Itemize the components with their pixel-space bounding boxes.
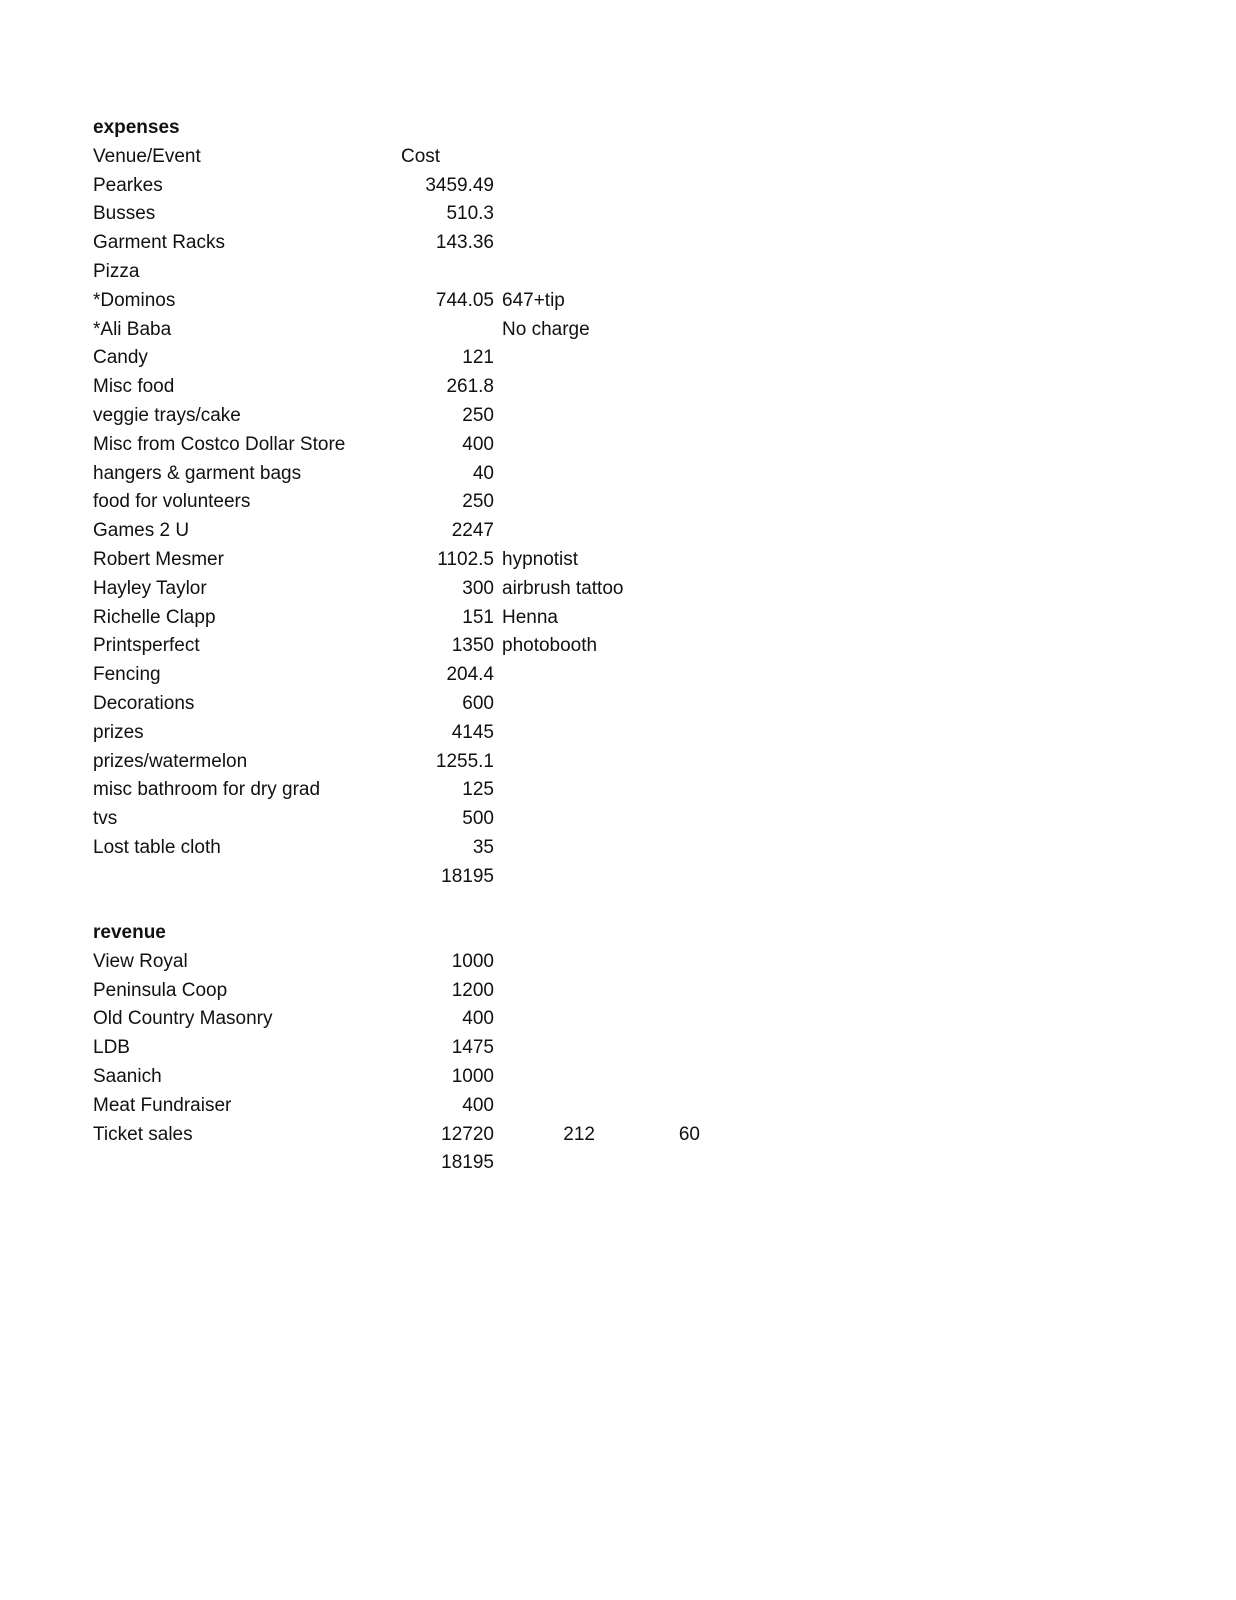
expense-label: Candy [93, 347, 148, 369]
revenue-extra-value: 212 [563, 1123, 595, 1145]
expense-note: airbrush tattoo [502, 577, 624, 599]
expense-label: food for volunteers [93, 491, 251, 513]
revenue-label: Meat Fundraiser [93, 1094, 232, 1116]
expense-row [0, 748, 1236, 777]
expense-row [0, 200, 1236, 229]
revenue-amount: 400 [462, 1094, 494, 1116]
expense-row [0, 402, 1236, 431]
expense-amount: 121 [462, 347, 494, 369]
revenue-row [0, 1063, 1236, 1092]
expense-label: Busses [93, 203, 156, 225]
expense-row [0, 287, 1236, 316]
revenue-title-row [0, 919, 1236, 948]
expense-label: tvs [93, 808, 118, 830]
expense-note: No charge [502, 318, 590, 340]
revenue-label: Peninsula Coop [93, 979, 228, 1001]
expense-amount: 2247 [451, 520, 494, 542]
expenses-total: 18195 [441, 865, 494, 887]
expense-note: hypnotist [502, 548, 579, 570]
expense-amount: 1102.5 [437, 548, 494, 570]
expense-row [0, 373, 1236, 402]
expenses-header-row [0, 143, 1236, 172]
expense-row [0, 229, 1236, 258]
expense-label: veggie trays/cake [93, 404, 241, 426]
revenue-title: revenue [93, 922, 166, 943]
revenue-extra-value: 60 [678, 1123, 700, 1145]
expense-label: Fencing [93, 664, 161, 686]
expense-amount: 1255.1 [435, 750, 494, 772]
expense-label: Decorations [93, 692, 195, 714]
expense-row [0, 316, 1236, 345]
expenses-header-label: Venue/Event [93, 145, 201, 167]
expense-row [0, 805, 1236, 834]
revenue-amount: 12720 [441, 1123, 494, 1145]
expense-amount: 510.3 [446, 203, 494, 225]
expense-row [0, 604, 1236, 633]
expense-row [0, 172, 1236, 201]
expenses-total-row [0, 863, 1236, 892]
expense-amount: 143.36 [435, 232, 494, 254]
expense-label: hangers & garment bags [93, 462, 302, 484]
expense-label: Printsperfect [93, 635, 200, 657]
expense-label: Misc from Costco Dollar Store [93, 433, 346, 455]
expense-amount: 125 [462, 779, 494, 801]
expense-label: Games 2 U [93, 520, 190, 542]
expense-amount: 151 [462, 606, 494, 628]
expense-amount: 3459.49 [425, 174, 494, 196]
expense-row [0, 546, 1236, 575]
expense-row [0, 258, 1236, 287]
expense-amount: 250 [462, 491, 494, 513]
expenses-header-amount: Cost [401, 145, 441, 167]
expense-amount: 4145 [451, 721, 494, 743]
expense-label: prizes/watermelon [93, 750, 248, 772]
expense-amount: 40 [472, 462, 494, 484]
expenses-title-row [0, 114, 1236, 143]
expense-label: Robert Mesmer [93, 548, 224, 570]
expense-amount: 600 [462, 692, 494, 714]
revenue-amount: 1000 [451, 950, 494, 972]
expense-label: Pizza [93, 260, 140, 282]
revenue-amount: 1475 [451, 1037, 494, 1059]
expense-amount: 400 [462, 433, 494, 455]
expense-row [0, 431, 1236, 460]
expense-label: misc bathroom for dry grad [93, 779, 321, 801]
expense-label: Misc food [93, 376, 175, 398]
expense-label: Richelle Clapp [93, 606, 216, 628]
expense-label: *Dominos [93, 289, 176, 311]
expense-row [0, 460, 1236, 489]
expense-label: *Ali Baba [93, 318, 172, 340]
expenses-section [0, 114, 1236, 892]
expense-row [0, 488, 1236, 517]
expense-amount: 500 [462, 808, 494, 830]
revenue-label: LDB [93, 1037, 130, 1059]
expense-amount: 35 [472, 836, 494, 858]
expense-label: prizes [93, 721, 144, 743]
expense-row [0, 776, 1236, 805]
revenue-label: Old Country Masonry [93, 1008, 273, 1030]
revenue-label: Ticket sales [93, 1123, 193, 1145]
expense-note: Henna [502, 606, 558, 628]
revenue-section [0, 919, 1236, 1178]
revenue-amount: 1200 [451, 979, 494, 1001]
expense-row [0, 690, 1236, 719]
expense-amount: 1350 [451, 635, 494, 657]
revenue-row [0, 1034, 1236, 1063]
revenue-label: Saanich [93, 1065, 162, 1087]
expense-note: photobooth [502, 635, 598, 657]
revenue-label: View Royal [93, 950, 188, 972]
expense-label: Hayley Taylor [93, 577, 207, 599]
revenue-amount: 400 [462, 1008, 494, 1030]
revenue-row [0, 948, 1236, 977]
expense-row [0, 517, 1236, 546]
expense-amount: 250 [462, 404, 494, 426]
expense-amount: 300 [462, 577, 494, 599]
expenses-title: expenses [93, 117, 180, 138]
expense-row [0, 344, 1236, 373]
expense-label: Pearkes [93, 174, 163, 196]
revenue-total-row [0, 1149, 1236, 1178]
revenue-row [0, 1092, 1236, 1121]
expense-label: Lost table cloth [93, 836, 221, 858]
expense-label: Garment Racks [93, 232, 225, 254]
revenue-amount: 1000 [451, 1065, 494, 1087]
expense-row [0, 661, 1236, 690]
expense-row [0, 575, 1236, 604]
expense-note: 647+tip [502, 289, 565, 311]
expense-row [0, 834, 1236, 863]
expense-row [0, 632, 1236, 661]
revenue-row [0, 977, 1236, 1006]
revenue-row [0, 1005, 1236, 1034]
expense-amount: 204.4 [446, 664, 494, 686]
revenue-total: 18195 [441, 1152, 494, 1174]
expense-amount: 261.8 [446, 376, 494, 398]
expense-amount: 744.05 [435, 289, 494, 311]
revenue-row [0, 1121, 1236, 1150]
expense-row [0, 719, 1236, 748]
